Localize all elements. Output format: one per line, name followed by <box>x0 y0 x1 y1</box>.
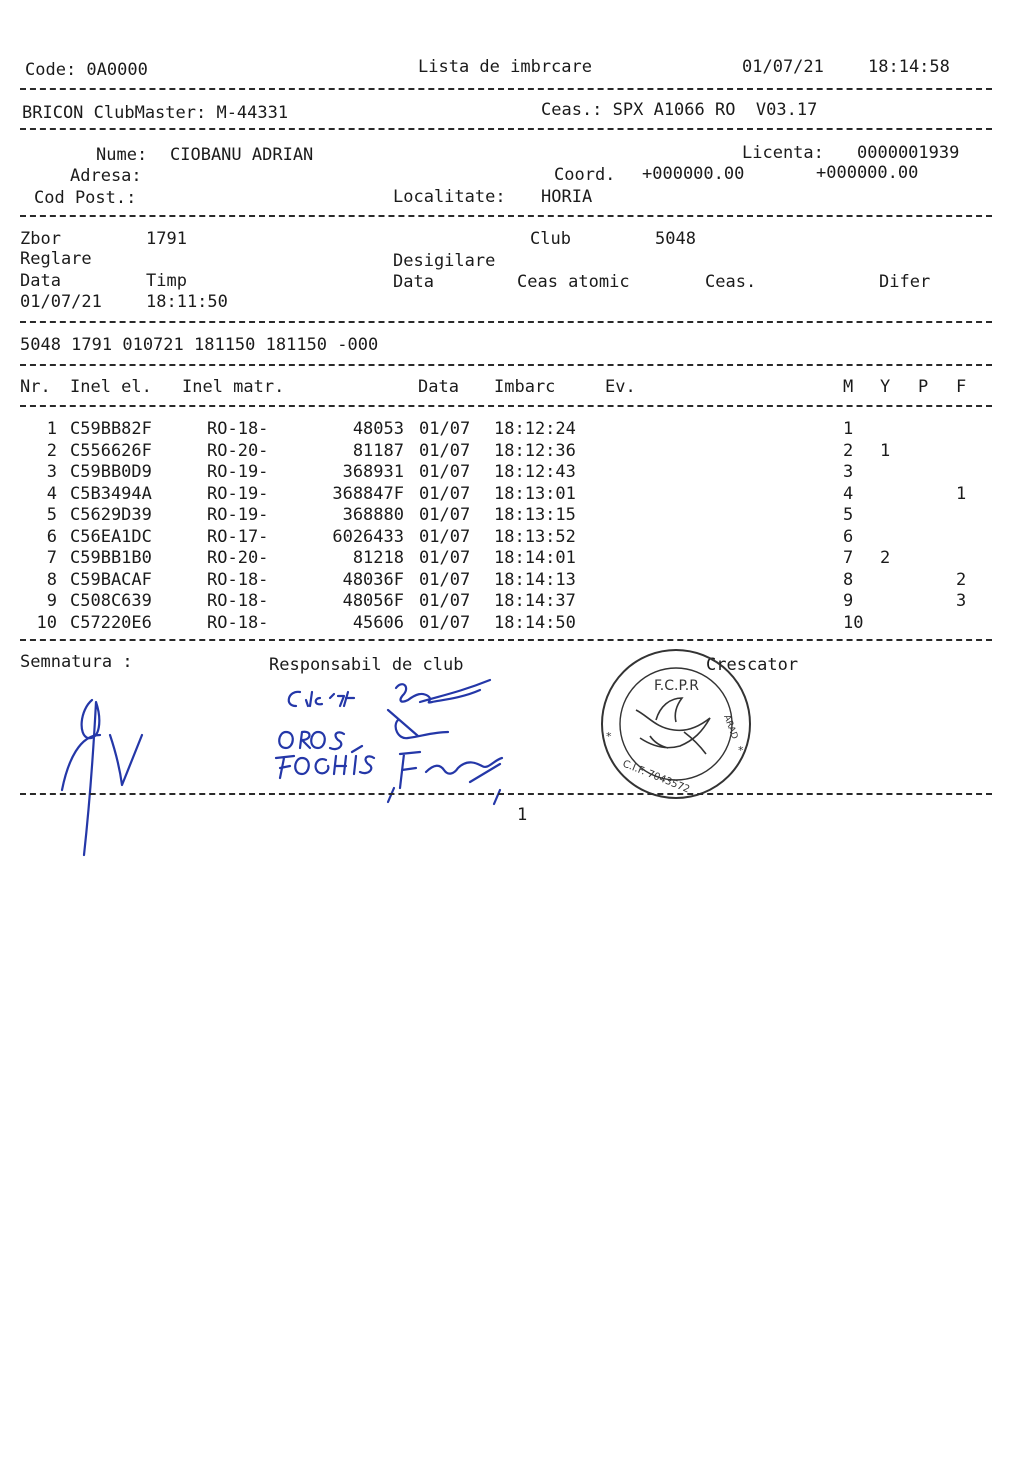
coord-x: +000000.00 <box>642 164 745 184</box>
cell-time: 18:14:37 <box>494 591 576 611</box>
cell-m: 4 <box>843 483 854 504</box>
header-date: 01/07/21 <box>742 57 824 77</box>
license-number: 0000001939 <box>857 143 960 163</box>
cell-ring-number: 368880 <box>342 505 404 525</box>
postcode-label: Cod Post.: <box>34 188 137 208</box>
cell-m: 9 <box>843 591 854 611</box>
clubmaster-id: BRICON ClubMaster: M-44331 <box>22 103 289 123</box>
svg-text:F.C.P.R: F.C.P.R <box>654 678 699 694</box>
page-number: 1 <box>517 805 528 825</box>
cell-time: 18:12:24 <box>494 419 576 439</box>
divider <box>20 88 992 90</box>
atomic-clock-label: Ceas atomic <box>517 272 630 292</box>
club-number: 5048 <box>655 229 696 249</box>
cell-ring-prefix: RO-18- <box>207 569 269 590</box>
divider <box>20 793 992 795</box>
cell-ring-prefix: RO-17- <box>207 526 269 547</box>
unsealing-label: Desigilare <box>393 251 496 271</box>
divider <box>20 128 992 130</box>
cell-ring-number: 6026433 <box>332 526 404 547</box>
cell-ring-prefix: RO-18- <box>207 419 269 439</box>
cell-inel-el: C556626F <box>70 440 152 461</box>
cell-y: 2 <box>880 548 891 568</box>
col-p-header: P <box>918 377 929 397</box>
cell-nr: 3 <box>46 462 57 482</box>
cell-f: 1 <box>956 483 967 504</box>
col-inel-el-header: Inel el. <box>70 377 152 397</box>
setting-time: 18:11:50 <box>146 292 228 312</box>
cell-nr: 6 <box>46 526 57 547</box>
cell-ring-prefix: RO-19- <box>207 483 269 504</box>
cell-ring-prefix: RO-18- <box>207 612 269 633</box>
cell-ring-number: 81187 <box>352 440 404 461</box>
cell-f: 3 <box>956 591 967 611</box>
cell-ring-number: 368931 <box>342 462 404 482</box>
cell-m: 8 <box>843 569 854 590</box>
cell-time: 18:14:01 <box>494 548 576 568</box>
cell-time: 18:12:36 <box>494 440 576 461</box>
cell-inel-el: C59BB82F <box>70 419 152 439</box>
divider <box>20 364 992 366</box>
cell-ring-number: 48053 <box>352 419 404 439</box>
name-label: Nume: <box>96 145 148 165</box>
cell-ring-number: 45606 <box>352 612 404 633</box>
cell-date: 01/07 <box>419 526 471 547</box>
club-stamp <box>592 648 760 800</box>
divider <box>20 321 992 323</box>
cell-ring-number: 368847F <box>332 483 404 504</box>
cell-inel-el: C508C639 <box>70 591 152 611</box>
cell-nr: 4 <box>46 483 57 504</box>
cell-m: 6 <box>843 526 854 547</box>
address-label: Adresa: <box>70 166 142 186</box>
cell-m: 7 <box>843 548 854 568</box>
col-m-header: M <box>843 377 854 397</box>
cell-inel-el: C56EA1DC <box>70 526 152 547</box>
club-responsible-label: Responsabil de club <box>269 655 464 675</box>
cell-m: 10 <box>843 612 864 633</box>
breeder-label: Crescator <box>706 655 799 675</box>
col-data-header: Data <box>418 377 459 397</box>
cell-date: 01/07 <box>419 440 471 461</box>
cell-ring-prefix: RO-20- <box>207 440 269 461</box>
flight-label: Zbor <box>20 229 61 249</box>
cell-time: 18:13:01 <box>494 483 576 504</box>
cell-time: 18:14:50 <box>494 612 576 633</box>
difference-label: Difer <box>879 272 931 292</box>
locality-label: Localitate: <box>393 187 506 207</box>
col-inel-matr-header: Inel matr. <box>182 377 285 397</box>
cell-nr: 7 <box>46 548 57 568</box>
cell-ring-prefix: RO-19- <box>207 462 269 482</box>
cell-ring-prefix: RO-19- <box>207 505 269 525</box>
locality: HORIA <box>541 187 593 207</box>
cell-time: 18:13:52 <box>494 526 576 547</box>
coord-y: +000000.00 <box>816 163 919 183</box>
document-code: Code: 0A0000 <box>25 60 148 80</box>
divider <box>20 215 992 217</box>
setting-date-label: Data <box>20 271 61 291</box>
svg-text:C.I.F. 7043572: C.I.F. 7043572 <box>620 758 692 796</box>
col-imbarc-header: Imbarc <box>494 377 556 397</box>
cell-ring-number: 48056F <box>342 591 404 611</box>
cell-ring-prefix: RO-18- <box>207 591 269 611</box>
cell-date: 01/07 <box>419 483 471 504</box>
signature-label: Semnatura : <box>20 652 133 672</box>
unsealing-date-label: Data <box>393 272 434 292</box>
breeder-signature <box>0 640 1024 870</box>
cell-nr: 2 <box>46 440 57 461</box>
header-time: 18:14:58 <box>868 57 950 77</box>
clock-label: Ceas. <box>705 272 757 292</box>
cell-date: 01/07 <box>419 462 471 482</box>
col-ev-header: Ev. <box>605 377 636 397</box>
club-label: Club <box>530 229 571 249</box>
document-title: Lista de imbrcare <box>418 57 592 77</box>
cell-ring-prefix: RO-20- <box>207 548 269 568</box>
cell-date: 01/07 <box>419 591 471 611</box>
cell-inel-el: C59BB0D9 <box>70 462 152 482</box>
cell-time: 18:12:43 <box>494 462 576 482</box>
cell-date: 01/07 <box>419 612 471 633</box>
code-line: 5048 1791 010721 181150 181150 -000 <box>20 335 379 355</box>
cell-nr: 10 <box>36 612 57 633</box>
license-label: Licenta: <box>742 143 824 163</box>
col-nr-header: Nr. <box>20 377 51 397</box>
svg-text:ARAD: ARAD <box>721 713 740 741</box>
cell-nr: 8 <box>46 569 57 590</box>
cell-date: 01/07 <box>419 419 471 439</box>
col-y-header: Y <box>880 377 891 397</box>
cell-inel-el: C57220E6 <box>70 612 152 633</box>
cell-inel-el: C5B3494A <box>70 483 152 504</box>
setting-time-label: Timp <box>146 271 187 291</box>
cell-nr: 1 <box>46 419 57 439</box>
cell-m: 3 <box>843 462 854 482</box>
cell-ring-number: 81218 <box>352 548 404 568</box>
cell-nr: 5 <box>46 505 57 525</box>
svg-text:*: * <box>738 744 744 757</box>
flight-number: 1791 <box>146 229 187 249</box>
cell-f: 2 <box>956 569 967 590</box>
cell-y: 1 <box>880 440 891 461</box>
cell-time: 18:14:13 <box>494 569 576 590</box>
cell-inel-el: C59BB1B0 <box>70 548 152 568</box>
cell-m: 1 <box>843 419 854 439</box>
cell-date: 01/07 <box>419 548 471 568</box>
clock-id: Ceas.: SPX A1066 RO V03.17 <box>541 100 818 120</box>
cell-nr: 9 <box>46 591 57 611</box>
coord-label: Coord. <box>554 165 616 185</box>
svg-text:*: * <box>606 730 612 743</box>
cell-m: 2 <box>843 440 854 461</box>
setting-label: Reglare <box>20 249 92 269</box>
divider <box>20 405 992 407</box>
col-f-header: F <box>956 377 967 397</box>
cell-m: 5 <box>843 505 854 525</box>
cell-time: 18:13:15 <box>494 505 576 525</box>
cell-date: 01/07 <box>419 505 471 525</box>
cell-inel-el: C59BACAF <box>70 569 152 590</box>
setting-date: 01/07/21 <box>20 292 102 312</box>
cell-ring-number: 48036F <box>342 569 404 590</box>
cell-inel-el: C5629D39 <box>70 505 152 525</box>
cell-date: 01/07 <box>419 569 471 590</box>
owner-name: CIOBANU ADRIAN <box>170 145 314 165</box>
